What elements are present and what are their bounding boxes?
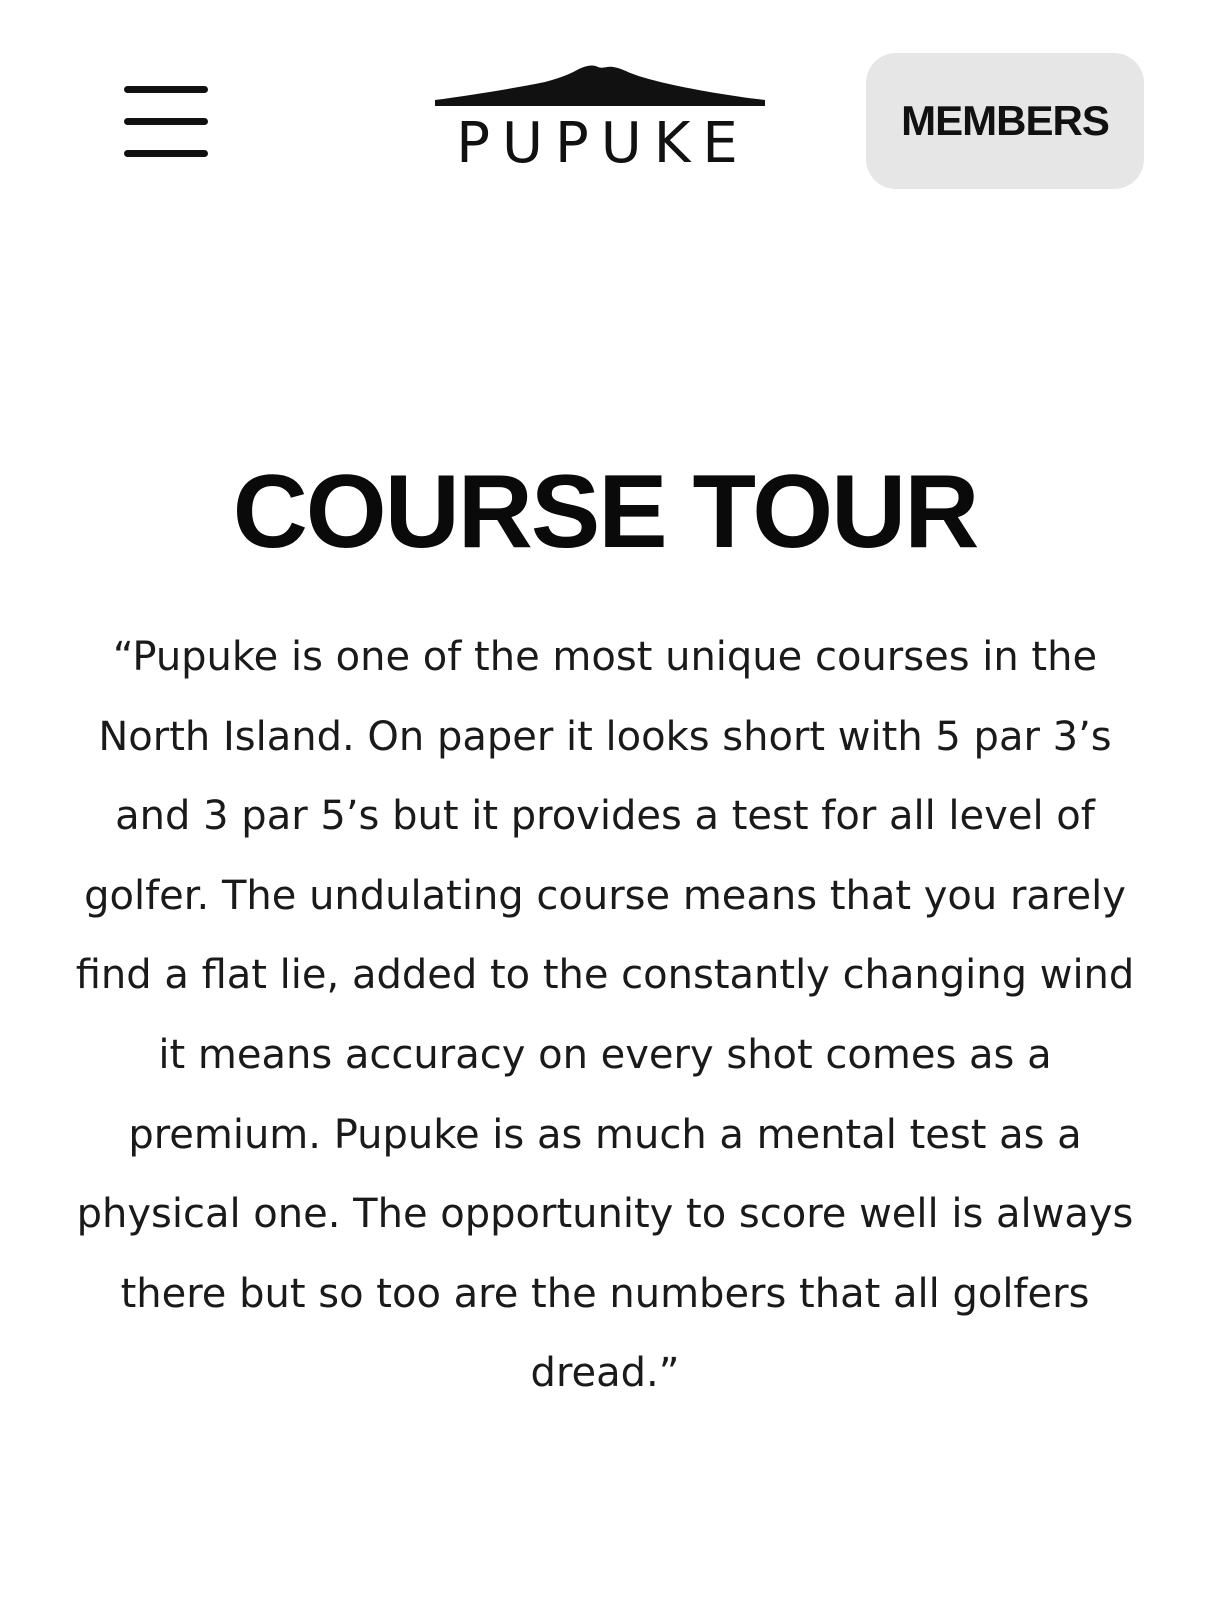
logo-wordmark: PUPUKE (456, 111, 750, 176)
hamburger-line-top (124, 86, 208, 93)
course-quote: “Pupuke is one of the most unique courses in the North Island. On paper it looks short with 5 par 3’s and 3 par 5’s but it provides a test for all level of golfer. The undulating course means that you rarely find a flat lie, added to the constantly changing wind it means accuracy on every shot comes as a premium. Pupuke is as much a mental test as a physical one. The opportunity to score well is always there but so too are the numbers that all golfers dread.” (75, 634, 1135, 1397)
page-title: COURSE TOUR (232, 454, 978, 570)
site-header (0, 0, 1210, 240)
hamburger-line-middle (124, 118, 208, 125)
hamburger-menu-icon[interactable] (124, 82, 210, 162)
mountain-silhouette-icon (435, 62, 765, 112)
hamburger-line-bottom (124, 150, 208, 157)
members-button[interactable]: MEMBERS (866, 53, 1144, 189)
site-logo[interactable] (435, 62, 765, 182)
